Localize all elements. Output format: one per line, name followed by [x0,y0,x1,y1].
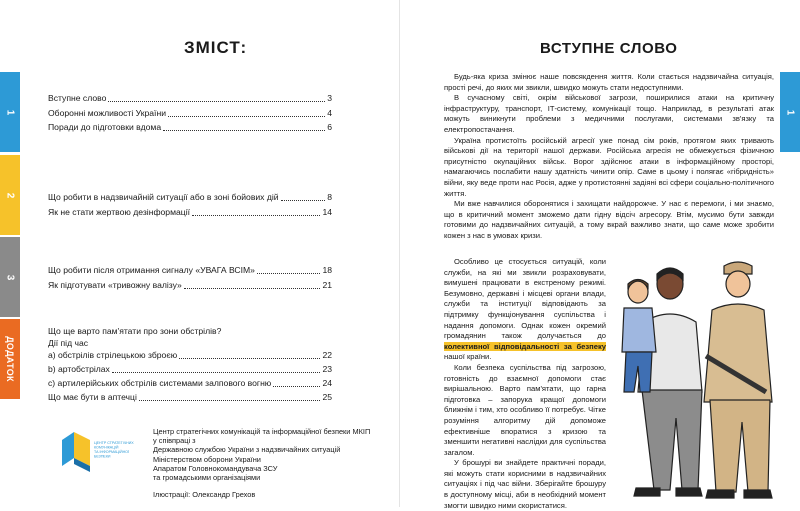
section-tab-3[interactable]: 3 [0,237,20,317]
toc-entry[interactable]: а) обстрілів стрілецькою зброєю 22 [48,350,332,360]
toc-entry[interactable]: c) артилерійських обстрілів системами залпового вогню 24 [48,378,332,388]
svg-text:ТА ІНФОРМАЦІЙНОЇ: ТА ІНФОРМАЦІЙНОЇ [94,450,129,454]
section-tab-appendix[interactable]: ДОДАТОК [0,319,20,399]
section-tab-2[interactable]: 2 [0,155,20,235]
family-soldier-illustration [612,252,782,504]
intro-title: ВСТУПНЕ СЛОВО [540,40,678,57]
toc-entry[interactable]: Вступне слово 3 [48,93,332,103]
soldier-figure [704,262,772,498]
toc-title: ЗМІСТ: [184,38,248,57]
svg-text:КОМУНІКАЦІЙ: КОМУНІКАЦІЙ [94,445,119,450]
toc-entry[interactable]: Що робити після отримання сигналу «УВАГА ВСІМ» 18 [48,265,332,275]
strategic-communications-logo [60,428,150,472]
section-tab-1-right[interactable]: 1 [780,72,800,152]
intro-text: Будь-яка криза змінює наше повсякдення життя. Коли стається надзвичайна ситуація, прості речі, до яких ми звикли, швидко можуть стати недоступними. В сучасному світі, окрім військової загрози, поширилися атаки на критичну інфраструктуру, транспорт, ІТ-систему, комунікації тощо. Наприклад, в результаті атак можуть виникнути проблеми з медичними послугами, системами зв'язку та електропостачання. Україна протистоїть російській агресії уже понад сім років, протягом яких тривають військові дії на території нашої держави. Російська агресія не обмежується фізичною присутністю окупаційних військ. Ворог здійснює атаки в інформаційному просторі, намагаючись послабити нашу здатність чинити опір. Саме в цьому і полягає «гібридність» війни, яку веде проти нас Росія, адже у протистоянні задіяні всі сфери соціально-політичного життя. Ми вже навчилися оборонятися і захищати найдорожче. У нас є перемоги, і ми знаємо, що в критичний момент зможемо дати гідну відсіч агресору. Втім, мусимо бути завжди готовими до надзвичайних ситуацій, а тому вкрай важливо знати, що саме може зробити кожен з нас в умовах кризи. [444,72,774,240]
section-tab-1[interactable]: 1 [0,72,20,152]
toc-shelling-subheading: Дії під час [48,338,89,348]
toc-entry[interactable]: Оборонні можливості України 4 [48,108,332,118]
child-figure [622,280,656,393]
toc-entry[interactable]: Як підготувати «тривожну валізу» 21 [48,280,332,290]
highlighted-phrase: колективної відповідальності за безпеку [444,341,606,351]
toc-entry[interactable]: Що робити в надзвичайній ситуації або в зоні бойових дій 8 [48,192,332,202]
illustrator-credit: Ілюстрації: Олександр Грехов [153,490,256,499]
toc-shelling-heading: Що ще варто пам'ятати про зони обстрілів? [48,326,222,336]
svg-text:ЦЕНТР СТРАТЕГІЧНИХ: ЦЕНТР СТРАТЕГІЧНИХ [94,441,134,445]
svg-text:БЕЗПЕКИ: БЕЗПЕКИ [94,454,111,459]
credits: Центр стратегічних комунікацій та інформаційної безпеки МКІП у співпраці з Державною службою України з надзвичайних ситуацій Міністерством оборони України Апаратом Головнокомандувача ЗСУ та громадськими організаціями [153,427,371,483]
toc-page [0,0,400,507]
toc-entry[interactable]: Поради до підготовки вдома 6 [48,122,332,132]
intro-column-text: Особливо це стосується ситуацій, коли служби, на які ми звикли розраховувати, вимушені працювати в екстреному режимі. Безумовно, державні і місцеві органи влади, служби та інституції відповідають за підтримку функціонування суспільства і надання допомоги. Однак кожен окремий громадянин також долучається до колективної відповідальності за безпеку нашої країни. Коли безпека суспільства під загрозою, готовність до взаємної допомоги стає вирішальною. Варто пам'ятати, що гарна підготовка – запорука кращої допомоги ближнім і тим, хто особливо її потребує. Чітке розуміння алгоритму дій допоможе ефективніше впоратися з кризою та зменшити негативні наслідки для суспільства загалом. У брошурі ви знайдете практичні поради, які можуть стати корисними в надзвичайних ситуаціях і під час війни. Зберігайте брошуру в доступному місці, аби в необхідний момент змогти швидко ними скористатися. [444,257,606,510]
toc-entry[interactable]: Як не стати жертвою дезінформації 14 [48,207,332,217]
toc-entry[interactable]: Що має бути в аптечці 25 [48,392,332,402]
toc-entry[interactable]: b) артобстрілах 23 [48,364,332,374]
